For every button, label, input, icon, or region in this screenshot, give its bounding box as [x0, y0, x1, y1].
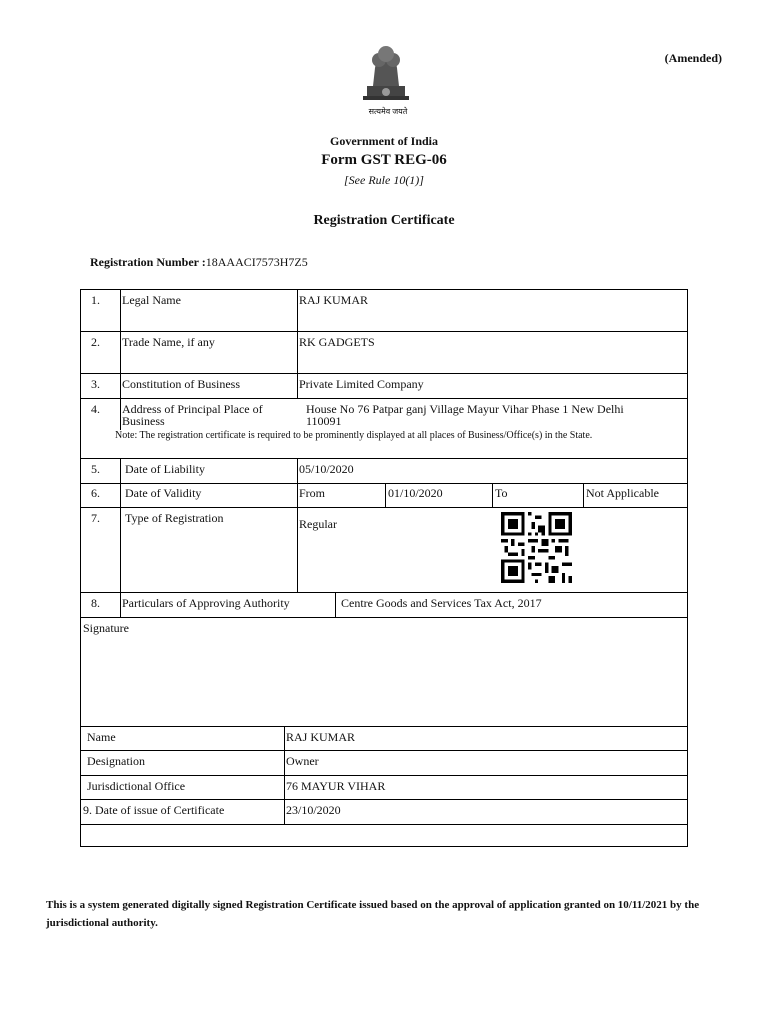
row-5-number: 5.	[91, 462, 100, 476]
issue-date-label: 9. Date of issue of Certificate	[83, 803, 225, 817]
registration-number-label: Registration Number :	[90, 255, 206, 269]
display-note: Note: The registration certificate is required to be prominently displayed at all places of Business/Office(s) in the State.	[115, 430, 593, 441]
government-heading: Government of India	[330, 134, 438, 148]
liability-date-value: 05/10/2020	[299, 462, 354, 476]
trade-name-label: Trade Name, if any	[122, 335, 215, 349]
form-title: Form GST REG-06	[321, 152, 447, 168]
signature-label: Signature	[83, 621, 129, 635]
row-2-number: 2.	[91, 335, 100, 349]
registration-number	[90, 255, 308, 270]
registration-type-label: Type of Registration	[125, 511, 224, 525]
approving-authority-value: Centre Goods and Services Tax Act, 2017	[341, 596, 542, 610]
liability-date-label: Date of Liability	[125, 462, 205, 476]
designation-value: Owner	[286, 754, 319, 768]
address-value-line2: 110091	[306, 414, 342, 428]
validity-to-value: Not Applicable	[586, 486, 659, 500]
validity-date-label: Date of Validity	[125, 486, 202, 500]
approving-authority-label: Particulars of Approving Authority	[122, 596, 290, 610]
certificate-title: Registration Certificate	[313, 213, 455, 228]
registration-number-value: 18AAACI7573H7Z5	[205, 255, 308, 269]
address-label-line1: Address of Principal Place of	[122, 402, 263, 416]
validity-to-label: To	[495, 486, 508, 500]
address-label-line2: Business	[122, 414, 165, 428]
row-8-number: 8.	[91, 596, 100, 610]
validity-from-value: 01/10/2020	[388, 486, 443, 500]
constitution-label: Constitution of Business	[122, 377, 241, 391]
row-3-number: 3.	[91, 377, 100, 391]
issue-date-value: 23/10/2020	[286, 803, 341, 817]
validity-from-label: From	[299, 486, 326, 500]
emblem-motto: सत्यमेव जयते	[368, 107, 408, 116]
registration-type-value: Regular	[299, 517, 337, 531]
trade-name-value: RK GADGETS	[299, 335, 375, 349]
designation-label: Designation	[87, 754, 145, 768]
constitution-value: Private Limited Company	[299, 377, 424, 391]
certificate-table	[80, 289, 688, 847]
row-1-number: 1.	[91, 293, 100, 307]
address-value-line1: House No 76 Patpar ganj Village Mayur Vihar Phase 1 New Delhi	[306, 402, 624, 416]
amended-label: (Amended)	[664, 51, 722, 65]
signer-name-label: Name	[87, 730, 116, 744]
legal-name-value: RAJ KUMAR	[299, 293, 369, 307]
footer-disclaimer: This is a system generated digitally signed Registration Certificate issued based on the approval of application granted on 10/11/2021 by the jurisdictional authority.	[46, 899, 700, 929]
legal-name-label: Legal Name	[122, 293, 181, 307]
row-6-number: 6.	[91, 486, 100, 500]
row-7-number: 7.	[91, 511, 100, 525]
row-4-number: 4.	[91, 402, 100, 416]
qr-code-icon	[497, 512, 576, 583]
rule-reference: [See Rule 10(1)]	[344, 173, 424, 187]
jurisdictional-office-label: Jurisdictional Office	[87, 779, 186, 793]
jurisdictional-office-value: 76 MAYUR VIHAR	[286, 779, 386, 793]
signer-name-value: RAJ KUMAR	[286, 730, 356, 744]
